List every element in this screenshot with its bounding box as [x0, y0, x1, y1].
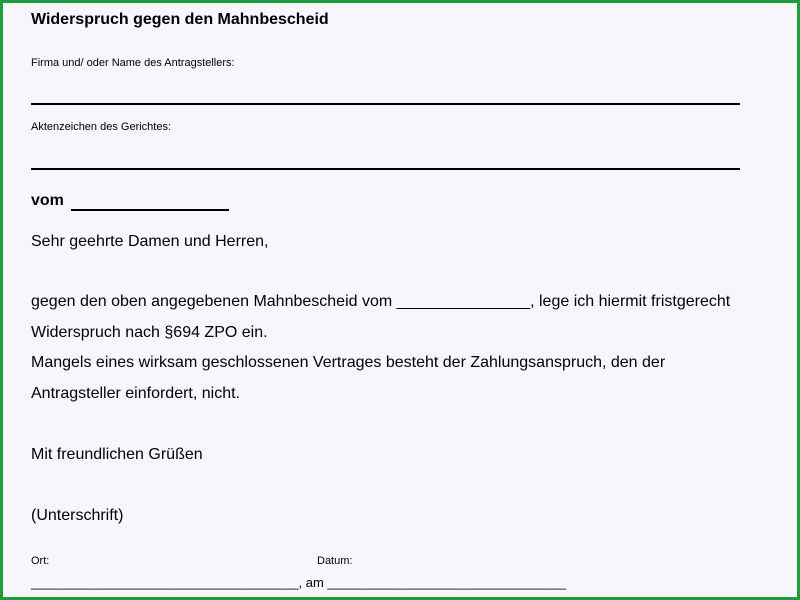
- signature-placeholder: (Unterschrift): [31, 507, 124, 524]
- closing: Mit freundlichen Grüßen: [31, 446, 203, 463]
- paragraph-line-2: Widerspruch nach §694 ZPO ein.: [31, 324, 268, 341]
- court-reference-label: Aktenzeichen des Gerichtes:: [31, 121, 172, 133]
- court-reference-line[interactable]: [31, 168, 740, 170]
- vom-label: vom: [31, 192, 64, 209]
- paragraph-line-4: Antragsteller einfordert, nicht.: [31, 385, 240, 402]
- applicant-name-line[interactable]: [31, 103, 740, 105]
- paragraph-line-1: gegen den oben angegebenen Mahnbescheid vom _______________, lege ich hiermit fristgerecht: [31, 293, 731, 310]
- document-title: Widerspruch gegen den Mahnbescheid: [31, 11, 329, 28]
- paragraph-line-3: Mangels eines wirksam geschlossenen Vertrages besteht der Zahlungsanspruch, den der: [31, 354, 666, 371]
- vom-date-line[interactable]: [71, 209, 229, 211]
- greeting: Sehr geehrte Damen und Herren,: [31, 233, 269, 250]
- datum-label: Datum:: [317, 555, 353, 567]
- ort-label: Ort:: [31, 555, 50, 567]
- applicant-name-label: Firma und/ oder Name des Antragstellers:: [31, 57, 235, 69]
- place-date-line[interactable]: _____________________________________, am _________________________________: [31, 575, 566, 590]
